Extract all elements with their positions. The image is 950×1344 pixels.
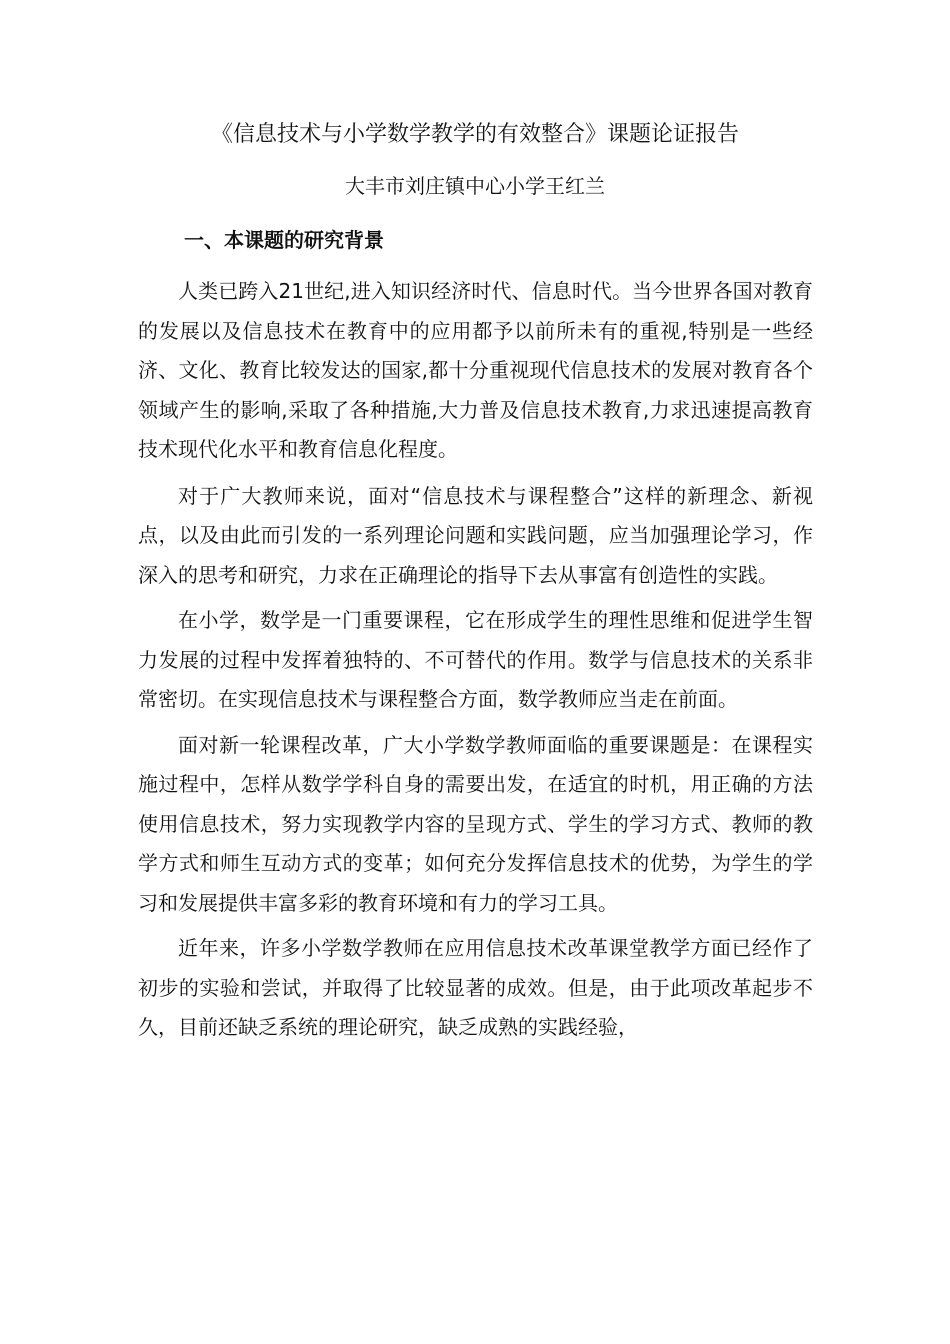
- section-heading: 一、本课题的研究背景: [184, 228, 384, 252]
- paragraph: 面对新一轮课程改革，广大小学数学教师面临的重要课题是：在课程实施过程中，怎样从数学学科自身的需要出发，在适宜的时机，用正确的方法使用信息技术，努力实现教学内容的呈现方式、学生的学习方式、教师的教学方式和师生互动方式的变革；如何充分发挥信息技术的优势，为学生的学习和发展提供丰富多彩的教育环境和有力的学习工具。: [138, 732, 813, 915]
- paragraph: 对于广大教师来说，面对“信息技术与课程整合”这样的新理念、新视点，以及由此而引发的一系列理论问题和实践问题，应当加强理论学习，作深入的思考和研究，力求在正确理论的指导下去从事富有创造性的实践。: [138, 483, 813, 587]
- paragraph: 在小学，数学是一门重要课程，它在形成学生的理性思维和促进学生智力发展的过程中发挥着独特的、不可替代的作用。数学与信息技术的关系非常密切。在实现信息技术与课程整合方面，数学教师应当走在前面。: [138, 608, 813, 711]
- document-title: 《信息技术与小学数学教学的有效整合》课题论证报告: [210, 122, 739, 147]
- paragraph: 近年来，许多小学数学教师在应用信息技术改革课堂教学方面已经作了初步的实验和尝试，并取得了比较显著的成效。但是，由于此项改革起步不久，目前还缺乏系统的理论研究，缺乏成熟的实践经验，: [138, 936, 813, 1039]
- author-line: 大丰市刘庄镇中心小学王红兰: [345, 174, 605, 198]
- paragraph: 人类已跨入21世纪,进入知识经济时代、信息时代。当今世界各国对教育的发展以及信息技术在教育中的应用都予以前所未有的重视,特别是一些经济、文化、教育比较发达的国家,都十分重视现代信息技术的发展对教育各个领域产生的影响,采取了各种措施,大力普及信息技术教育,力求迅速提高教育技术现代化水平和教育信息化程度。: [138, 279, 813, 461]
- body-text: [138, 272, 813, 1048]
